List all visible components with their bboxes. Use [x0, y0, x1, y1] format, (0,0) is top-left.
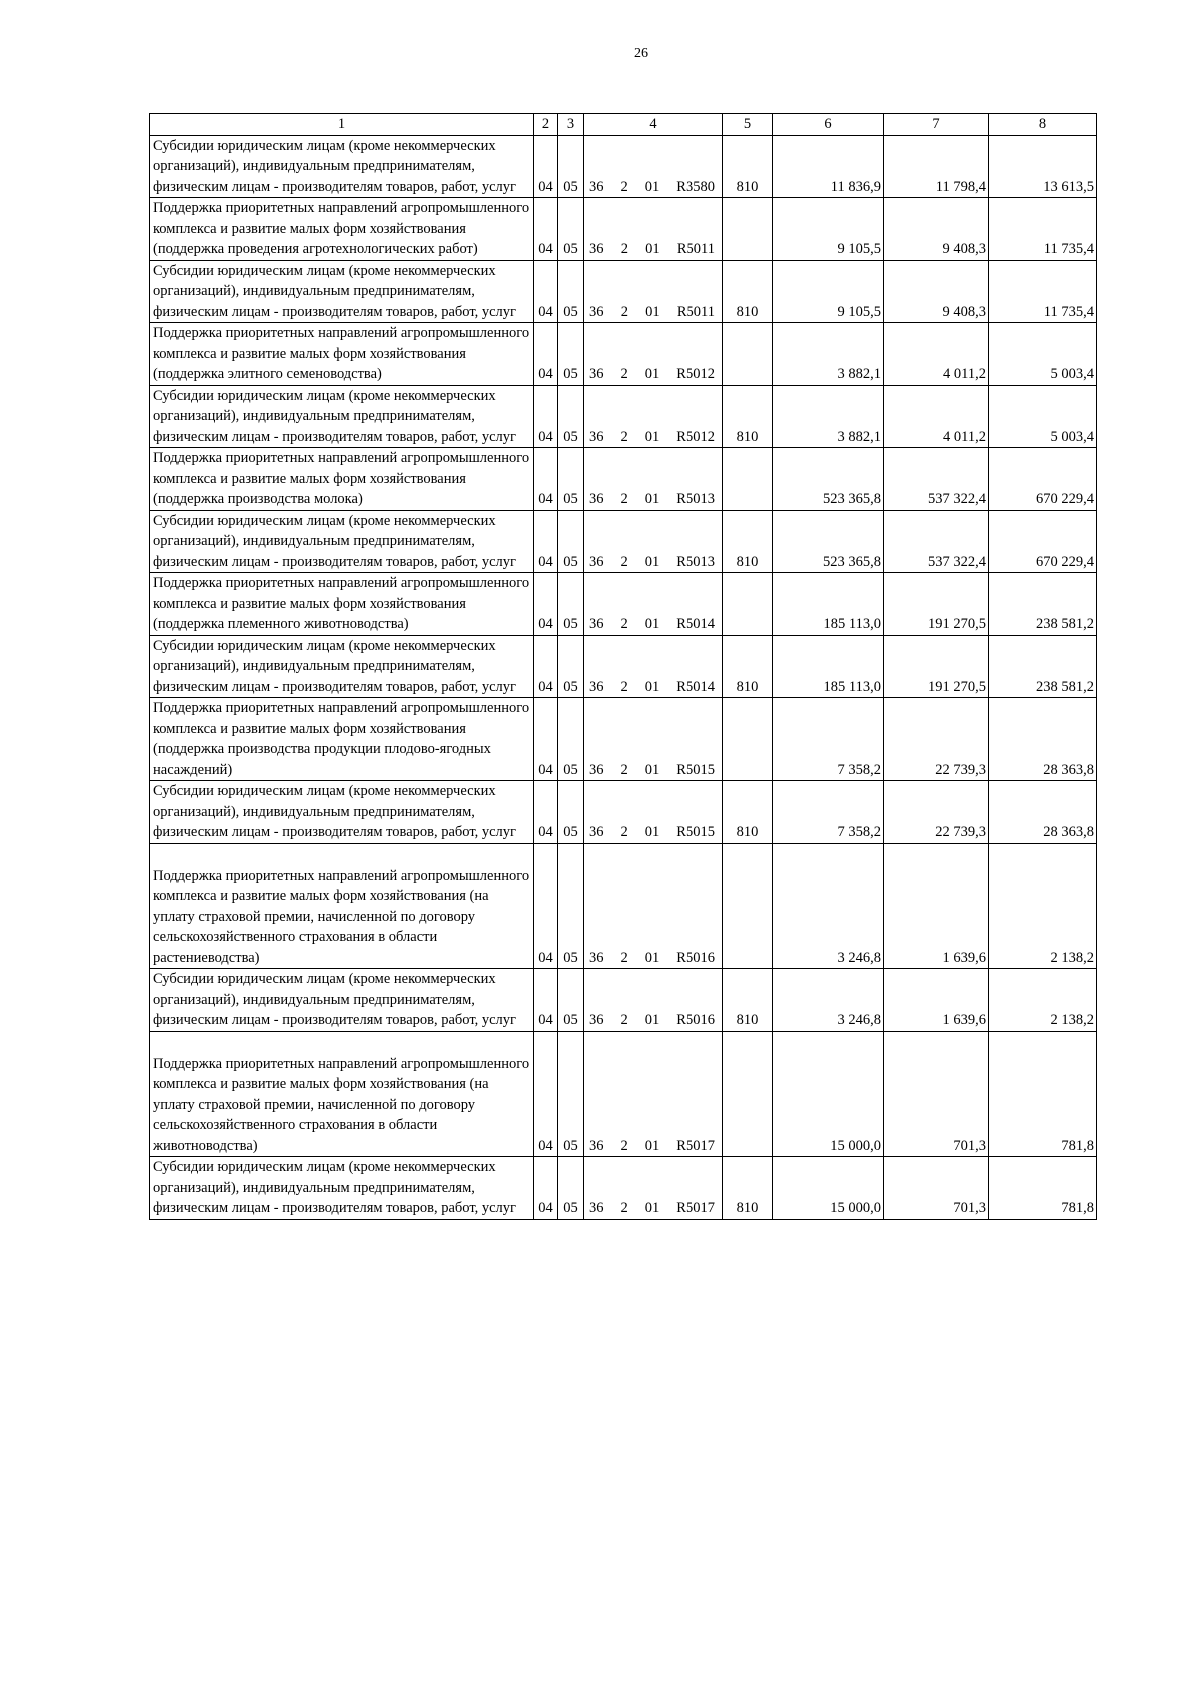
group-code: 01	[644, 1012, 660, 1028]
amount-col-8: 2 138,2	[989, 969, 1097, 1032]
amount-col-7: 9 408,3	[884, 260, 989, 323]
amount-col-7: 537 322,4	[884, 448, 989, 511]
row-name-cell	[150, 781, 534, 844]
subsection-code: 05	[558, 698, 584, 781]
amount-col-7: 11 798,4	[884, 135, 989, 198]
target-article-cell	[584, 198, 723, 261]
section-code: 04	[534, 1031, 558, 1157]
subprogram-code: 2	[620, 303, 628, 320]
program-code: 36	[589, 824, 604, 840]
direction-code: R5013	[676, 553, 715, 570]
amount-col-7: 1 639,6	[884, 969, 989, 1032]
program-code: 36	[589, 303, 604, 320]
direction-code: R5016	[676, 949, 715, 966]
program-code: 36	[589, 1200, 604, 1216]
program-code: 36	[589, 949, 604, 966]
group-code: 01	[645, 303, 660, 320]
row-name-cell	[150, 260, 534, 323]
amount-col-7: 4 011,2	[884, 385, 989, 448]
amount-col-7: 701,3	[884, 1157, 989, 1220]
amount-col-7: 9 408,3	[884, 198, 989, 261]
amount-col-8: 5 003,4	[989, 323, 1097, 386]
header-cell: 7	[884, 114, 989, 136]
group-code: 01	[644, 491, 660, 507]
expense-type-code: 810	[723, 510, 773, 573]
direction-code: R5012	[676, 366, 715, 382]
expense-type-code	[723, 323, 773, 386]
target-article-cell	[584, 260, 723, 323]
subsection-code: 05	[558, 323, 584, 386]
amount-col-8: 5 003,4	[989, 385, 1097, 448]
row-name-cell	[150, 843, 534, 969]
expense-type-code: 810	[723, 260, 773, 323]
subprogram-code: 2	[620, 1200, 628, 1216]
table-row	[150, 198, 1097, 261]
row-name: Поддержка приоритетных направлений агропромышленного комплекса и развитие малых форм хозяйствования (поддержка племенного животноводства)	[153, 575, 530, 632]
amount-col-6: 3 246,8	[773, 843, 884, 969]
amount-col-8: 13 613,5	[989, 135, 1097, 198]
table-row	[150, 969, 1097, 1032]
header-cell: 8	[989, 114, 1097, 136]
page-number: 26	[634, 46, 648, 61]
direction-code: R3580	[676, 178, 715, 195]
group-code: 01	[644, 428, 660, 445]
spacer	[153, 844, 531, 866]
expense-type-code	[723, 198, 773, 261]
subsection-code: 05	[558, 135, 584, 198]
target-article-cell	[584, 698, 723, 781]
amount-col-7: 191 270,5	[884, 573, 989, 636]
section-code: 04	[534, 323, 558, 386]
amount-col-7: 537 322,4	[884, 510, 989, 573]
target-article-cell	[584, 448, 723, 511]
subprogram-code: 2	[620, 1137, 628, 1154]
program-code: 36	[589, 1137, 604, 1154]
program-code: 36	[589, 616, 604, 632]
subprogram-code: 2	[620, 553, 628, 570]
subprogram-code: 2	[620, 1012, 628, 1028]
direction-code: R5013	[676, 491, 715, 507]
target-article-cell	[584, 135, 723, 198]
table-row	[150, 698, 1097, 781]
amount-col-6: 185 113,0	[773, 573, 884, 636]
program-code: 36	[589, 678, 604, 695]
expense-type-code	[723, 1031, 773, 1157]
subprogram-code: 2	[620, 178, 628, 195]
row-name-cell	[150, 1031, 534, 1157]
amount-col-8: 238 581,2	[989, 635, 1097, 698]
row-name: Поддержка приоритетных направлений агропромышленного комплекса и развитие малых форм хозяйствования (поддержка производства молока)	[153, 450, 530, 507]
header-cell: 2	[534, 114, 558, 136]
row-name-cell	[150, 1157, 534, 1220]
table-row	[150, 323, 1097, 386]
subprogram-code: 2	[620, 761, 628, 778]
table-row	[150, 1031, 1097, 1157]
row-name: Субсидии юридическим лицам (кроме некоммерческих организаций), индивидуальным предпринимателям, физическим лицам - производителям товаров, работ, услуг	[153, 1159, 516, 1216]
amount-col-6: 523 365,8	[773, 510, 884, 573]
subsection-code: 05	[558, 573, 584, 636]
section-code: 04	[534, 260, 558, 323]
direction-code: R5012	[676, 428, 715, 445]
direction-code: R5011	[676, 303, 715, 320]
row-name-cell	[150, 969, 534, 1032]
group-code: 01	[645, 241, 660, 257]
table-row	[150, 635, 1097, 698]
row-name: Субсидии юридическим лицам (кроме некоммерческих организаций), индивидуальным предпринимателям, физическим лицам - производителям товаров, работ, услуг	[153, 783, 516, 840]
direction-code: R5014	[676, 616, 715, 632]
group-code: 01	[644, 678, 660, 695]
amount-col-6: 3 882,1	[773, 323, 884, 386]
section-code: 04	[534, 385, 558, 448]
subsection-code: 05	[558, 510, 584, 573]
amount-col-7: 701,3	[884, 1031, 989, 1157]
program-code: 36	[589, 428, 604, 445]
program-code: 36	[589, 1012, 604, 1028]
header-cell: 1	[150, 114, 534, 136]
expense-type-code: 810	[723, 969, 773, 1032]
row-name-cell	[150, 698, 534, 781]
subprogram-code: 2	[620, 678, 628, 695]
group-code: 01	[644, 553, 660, 570]
row-name: Субсидии юридическим лицам (кроме некоммерческих организаций), индивидуальным предпринимателям, физическим лицам - производителям товаров, работ, услуг	[153, 512, 516, 570]
subsection-code: 05	[558, 781, 584, 844]
group-code: 01	[644, 178, 660, 195]
header-cell: 6	[773, 114, 884, 136]
subprogram-code: 2	[620, 949, 628, 966]
expense-type-code: 810	[723, 781, 773, 844]
row-name: Поддержка приоритетных направлений агропромышленного комплекса и развитие малых форм хозяйствования (поддержка производства продукции плодово-ягодных насаждений)	[153, 700, 530, 778]
program-code: 36	[589, 761, 604, 778]
expense-type-code	[723, 698, 773, 781]
amount-col-8: 11 735,4	[989, 198, 1097, 261]
expense-type-code	[723, 843, 773, 969]
amount-col-6: 523 365,8	[773, 448, 884, 511]
amount-col-6: 3 246,8	[773, 969, 884, 1032]
target-article-cell	[584, 1031, 723, 1157]
row-name: Поддержка приоритетных направлений агропромышленного комплекса и развитие малых форм хозяйствования (поддержка проведения агротехнологических работ)	[153, 200, 530, 257]
subsection-code: 05	[558, 843, 584, 969]
subsection-code: 05	[558, 385, 584, 448]
direction-code: R5015	[676, 761, 715, 778]
amount-col-6: 7 358,2	[773, 698, 884, 781]
amount-col-7: 4 011,2	[884, 323, 989, 386]
section-code: 04	[534, 969, 558, 1032]
row-name-cell	[150, 635, 534, 698]
program-code: 36	[589, 366, 604, 382]
table-row	[150, 781, 1097, 844]
expense-type-code	[723, 573, 773, 636]
table-row	[150, 843, 1097, 969]
amount-col-7: 22 739,3	[884, 781, 989, 844]
subsection-code: 05	[558, 198, 584, 261]
amount-col-8: 28 363,8	[989, 698, 1097, 781]
row-name: Поддержка приоритетных направлений агропромышленного комплекса и развитие малых форм хозяйствования (поддержка элитного семеноводства)	[153, 325, 530, 382]
target-article-cell	[584, 781, 723, 844]
amount-col-6: 11 836,9	[773, 135, 884, 198]
direction-code: R5015	[676, 824, 715, 840]
target-article-cell	[584, 969, 723, 1032]
header-cell: 3	[558, 114, 584, 136]
row-name: Субсидии юридическим лицам (кроме некоммерческих организаций), индивидуальным предпринимателям, физическим лицам - производителям товаров, работ, услуг	[153, 137, 516, 195]
amount-col-7: 1 639,6	[884, 843, 989, 969]
group-code: 01	[644, 366, 660, 382]
amount-col-6: 9 105,5	[773, 260, 884, 323]
table-row	[150, 1157, 1097, 1220]
row-name: Субсидии юридическим лицам (кроме некоммерческих организаций), индивидуальным предпринимателям, физическим лицам - производителям товаров, работ, услуг	[153, 971, 516, 1028]
row-name: Субсидии юридическим лицам (кроме некоммерческих организаций), индивидуальным предпринимателям, физическим лицам - производителям товаров, работ, услуг	[153, 387, 516, 445]
table-row	[150, 573, 1097, 636]
section-code: 04	[534, 698, 558, 781]
subsection-code: 05	[558, 969, 584, 1032]
subsection-code: 05	[558, 635, 584, 698]
subprogram-code: 2	[620, 428, 628, 445]
group-code: 01	[644, 761, 660, 778]
table-row	[150, 385, 1097, 448]
row-name-cell	[150, 573, 534, 636]
group-code: 01	[644, 616, 660, 632]
amount-col-8: 11 735,4	[989, 260, 1097, 323]
budget-table	[149, 113, 1097, 1220]
section-code: 04	[534, 573, 558, 636]
row-name-cell	[150, 135, 534, 198]
row-name: Поддержка приоритетных направлений агропромышленного комплекса и развитие малых форм хозяйствования (на уплату страховой премии, начисленной по договору сельскохозяйственного страхования в области растениеводства)	[153, 867, 530, 966]
group-code: 01	[644, 949, 660, 966]
amount-col-8: 670 229,4	[989, 510, 1097, 573]
subprogram-code: 2	[620, 366, 628, 382]
amount-col-6: 7 358,2	[773, 781, 884, 844]
subsection-code: 05	[558, 1031, 584, 1157]
group-code: 01	[644, 1200, 660, 1216]
section-code: 04	[534, 510, 558, 573]
direction-code: R5011	[676, 241, 715, 257]
row-name-cell	[150, 510, 534, 573]
amount-col-8: 2 138,2	[989, 843, 1097, 969]
target-article-cell	[584, 635, 723, 698]
expense-type-code: 810	[723, 1157, 773, 1220]
section-code: 04	[534, 135, 558, 198]
table-row	[150, 448, 1097, 511]
target-article-cell	[584, 385, 723, 448]
row-name-cell	[150, 198, 534, 261]
subsection-code: 05	[558, 260, 584, 323]
direction-code: R5016	[676, 1012, 715, 1028]
subprogram-code: 2	[620, 491, 628, 507]
amount-col-6: 15 000,0	[773, 1157, 884, 1220]
amount-col-6: 15 000,0	[773, 1031, 884, 1157]
target-article-cell	[584, 323, 723, 386]
spacer	[153, 1032, 531, 1054]
expense-type-code	[723, 448, 773, 511]
row-name: Поддержка приоритетных направлений агропромышленного комплекса и развитие малых форм хозяйствования (на уплату страховой премии, начисленной по договору сельскохозяйственного страхования в области животноводства)	[153, 1055, 530, 1154]
amount-col-8: 781,8	[989, 1031, 1097, 1157]
direction-code: R5017	[676, 1137, 715, 1154]
table-header-row	[150, 114, 1097, 136]
subprogram-code: 2	[620, 241, 628, 257]
subprogram-code: 2	[620, 616, 628, 632]
target-article-cell	[584, 510, 723, 573]
amount-col-7: 22 739,3	[884, 698, 989, 781]
group-code: 01	[644, 1137, 660, 1154]
section-code: 04	[534, 448, 558, 511]
subprogram-code: 2	[620, 824, 628, 840]
direction-code: R5017	[676, 1200, 715, 1216]
subsection-code: 05	[558, 448, 584, 511]
target-article-cell	[584, 1157, 723, 1220]
expense-type-code: 810	[723, 135, 773, 198]
section-code: 04	[534, 198, 558, 261]
section-code: 04	[534, 635, 558, 698]
subsection-code: 05	[558, 1157, 584, 1220]
table-row	[150, 260, 1097, 323]
expense-type-code: 810	[723, 385, 773, 448]
amount-col-8: 238 581,2	[989, 573, 1097, 636]
amount-col-8: 670 229,4	[989, 448, 1097, 511]
table-row	[150, 135, 1097, 198]
expense-type-code: 810	[723, 635, 773, 698]
row-name-cell	[150, 323, 534, 386]
header-cell: 5	[723, 114, 773, 136]
row-name: Субсидии юридическим лицам (кроме некоммерческих организаций), индивидуальным предпринимателям, физическим лицам - производителям товаров, работ, услуг	[153, 637, 516, 695]
amount-col-6: 185 113,0	[773, 635, 884, 698]
target-article-cell	[584, 843, 723, 969]
row-name-cell	[150, 385, 534, 448]
program-code: 36	[589, 241, 604, 257]
table-row	[150, 510, 1097, 573]
direction-code: R5014	[676, 678, 715, 695]
amount-col-8: 781,8	[989, 1157, 1097, 1220]
target-article-cell	[584, 573, 723, 636]
program-code: 36	[589, 553, 604, 570]
group-code: 01	[644, 824, 660, 840]
amount-col-7: 191 270,5	[884, 635, 989, 698]
section-code: 04	[534, 781, 558, 844]
amount-col-6: 3 882,1	[773, 385, 884, 448]
program-code: 36	[589, 491, 604, 507]
row-name-cell	[150, 448, 534, 511]
program-code: 36	[589, 178, 604, 195]
amount-col-6: 9 105,5	[773, 198, 884, 261]
amount-col-8: 28 363,8	[989, 781, 1097, 844]
section-code: 04	[534, 1157, 558, 1220]
header-cell: 4	[584, 114, 723, 136]
row-name: Субсидии юридическим лицам (кроме некоммерческих организаций), индивидуальным предпринимателям, физическим лицам - производителям товаров, работ, услуг	[153, 262, 516, 320]
section-code: 04	[534, 843, 558, 969]
